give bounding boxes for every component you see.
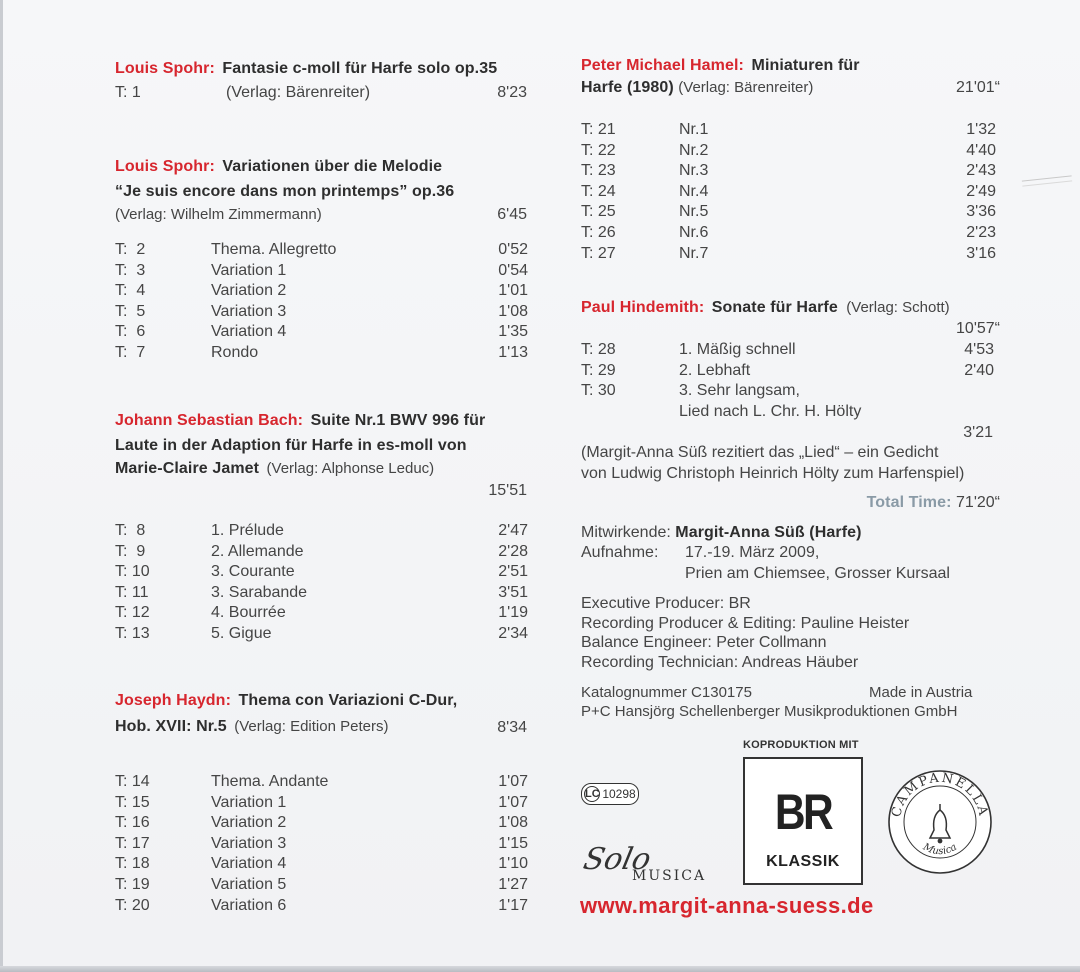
track-duration: 1'10 (498, 855, 528, 873)
cover-bottom-edge (0, 966, 1080, 972)
recitation-note-line-1: (Margit-Anna Süß rezitiert das „Lied“ – ein Gedicht (581, 444, 939, 461)
track-duration: 1'15 (498, 834, 528, 852)
track-row (581, 245, 996, 266)
work-title-line-1: Suite Nr.1 BWV 996 für (310, 412, 486, 429)
composer-colon: : (209, 158, 215, 175)
track-title: Variation 2 (211, 282, 287, 300)
bach-title-line-3 (115, 460, 434, 478)
work-title: Fantasie c-moll für Harfe solo op.35 (222, 60, 498, 77)
track-number: T: 23 (581, 162, 616, 180)
track-row (581, 224, 996, 245)
koproduktion-label: KOPRODUKTION MIT (743, 739, 859, 751)
track-row (115, 604, 528, 625)
track-title: Nr.5 (679, 203, 709, 221)
track-title: Variation 6 (211, 896, 287, 914)
publisher: (Verlag: Edition Peters) (234, 718, 389, 735)
composer-colon: : (225, 692, 231, 709)
track-duration: 3'16 (966, 244, 996, 262)
track-title: Variation 1 (211, 261, 287, 279)
track-number: T: 1 (115, 84, 141, 101)
composer-colon: : (209, 60, 215, 77)
track-number: T: 10 (115, 563, 150, 581)
track-duration: 1'01 (498, 282, 528, 300)
hamel-title-line-2 (581, 79, 813, 97)
work-title-line-1: Miniaturen für (751, 57, 860, 74)
track-number: T: 29 (581, 361, 616, 379)
track-row (115, 814, 528, 835)
track-duration: 2'28 (498, 542, 528, 560)
track-row (115, 262, 528, 283)
track-duration: 1'07 (498, 773, 528, 790)
work-duration: 21'01“ (956, 79, 1000, 96)
br-mark: BR (774, 784, 832, 840)
track-duration: 1'08 (498, 814, 528, 832)
track-number: T: 21 (581, 121, 616, 138)
klassik-word: KLASSIK (766, 853, 840, 870)
track-title: Nr.7 (679, 244, 709, 262)
cover-left-edge (0, 0, 3, 972)
lc-number: 10298 (602, 787, 636, 801)
work-title-line-2: “Je suis encore dans mon printemps” op.36 (115, 183, 455, 200)
campanella-sub: Musica (921, 841, 959, 858)
musica-word: MUSICA (632, 868, 707, 884)
work-title-line-2: Laute in der Adaption für Harfe in es-moll von (115, 437, 467, 454)
staff-balance-engineer: Balance Engineer: Peter Collmann (581, 634, 827, 651)
track-row (115, 897, 528, 918)
track-duration: 4'53 (964, 341, 994, 358)
campanella-text: CAMPANELLA (889, 770, 991, 819)
track-number: T: 18 (115, 855, 150, 873)
publisher: (Verlag: Schott) (846, 299, 950, 316)
track-row (581, 121, 996, 142)
track-title: Nr.2 (679, 141, 709, 159)
publisher: (Verlag: Bärenreiter) (678, 79, 814, 96)
track-row (581, 142, 996, 163)
track-duration: 2'43 (966, 162, 996, 180)
campanella-seal-icon (886, 768, 994, 876)
track-row (115, 794, 528, 815)
track-number: T: 12 (115, 604, 150, 622)
hamel-heading (581, 57, 860, 75)
track-duration: 3'51 (498, 583, 528, 601)
track-row (115, 876, 528, 897)
track-duration: 2'51 (498, 563, 528, 581)
track-duration: 1'17 (498, 896, 528, 914)
track-number: T: 13 (115, 625, 150, 642)
track-row (115, 625, 528, 646)
surface-scratch (1022, 175, 1072, 186)
br-klassik-logo (743, 757, 863, 885)
solo-musica-logo (582, 842, 712, 888)
track-row (581, 341, 994, 362)
performers-label: Mitwirkende: (581, 524, 671, 541)
track-title: 2. Allemande (211, 542, 304, 560)
track-number: T: 30 (581, 382, 616, 400)
track-duration: 2'40 (964, 361, 994, 379)
track-row (115, 282, 528, 303)
recording-place: Prien am Chiemsee, Grosser Kursaal (685, 565, 950, 582)
made-in: Made in Austria (869, 684, 973, 701)
spohr2-heading (115, 158, 442, 176)
composer-name: Johann Sebastian Bach (115, 412, 298, 429)
copyright: P+C Hansjörg Schellenberger Musikproduktionen GmbH (581, 703, 958, 720)
track-row (581, 203, 996, 224)
staff-recording-producer: Recording Producer & Editing: Pauline Heister (581, 615, 910, 632)
work-duration: 6'45 (497, 206, 527, 223)
track-row (581, 162, 996, 183)
track-title: Variation 1 (211, 793, 287, 811)
campanella-logo (886, 768, 994, 876)
track-title: Thema. Allegretto (211, 241, 337, 258)
track-duration: 1'13 (498, 344, 528, 361)
track-title: 1. Prélude (211, 522, 284, 539)
track-duration: 1'35 (498, 323, 528, 341)
total-time-label: Total Time (866, 494, 947, 511)
composer-name: Peter Michael Hamel (581, 57, 739, 74)
publisher: (Verlag: Alphonse Leduc) (266, 460, 435, 477)
work-title: Sonate für Harfe (711, 299, 838, 316)
track-duration: 2'23 (966, 224, 996, 241)
publisher: (Verlag: Bärenreiter) (226, 84, 371, 101)
track-title: Thema. Andante (211, 773, 329, 790)
work-title-line-3: Marie-Claire Jamet (115, 460, 260, 477)
track-row (115, 584, 528, 605)
track-row (115, 303, 528, 324)
track30-subtitle: Lied nach L. Chr. H. Hölty (679, 403, 862, 420)
track-number: T: 27 (581, 244, 616, 262)
track-number: T: 24 (581, 182, 616, 200)
total-time (780, 494, 1000, 512)
track-number: T: 28 (581, 341, 616, 358)
track-row (115, 241, 528, 262)
track-title: 5. Gigue (211, 625, 272, 642)
track-title: 3. Courante (211, 563, 295, 581)
track-number: T: 25 (581, 203, 616, 221)
composer-name: Louis Spohr (115, 60, 210, 77)
work-title-line-2: Hob. XVII: Nr.5 (115, 718, 227, 735)
track-title: Nr.4 (679, 182, 709, 200)
recording-date: 17.-19. März 2009, (685, 544, 820, 561)
work-title-line-1: Variationen über die Melodie (222, 158, 443, 175)
track-number: T: 16 (115, 814, 150, 832)
track-number: T: 7 (115, 344, 146, 361)
track-title: Variation 3 (211, 834, 287, 852)
track-title: Variation 4 (211, 323, 287, 341)
track-row (581, 362, 994, 383)
publisher: (Verlag: Wilhelm Zimmermann) (115, 206, 322, 223)
track-duration: 1'19 (498, 604, 528, 622)
staff-recording-technician: Recording Technician: Andreas Häuber (581, 654, 859, 671)
track-title: 2. Lebhaft (679, 361, 751, 379)
track-title: Variation 2 (211, 814, 287, 832)
track-row (115, 323, 528, 344)
total-time-value: 71'20“ (956, 494, 1000, 511)
lc-mark: LC (584, 788, 600, 800)
staff-executive-producer: Executive Producer: BR (581, 595, 751, 612)
track-number: T: 4 (115, 282, 146, 300)
track-duration: 0'52 (498, 241, 528, 258)
composer-name: Paul Hindemith (581, 299, 699, 316)
bach-heading (115, 412, 485, 430)
track-title: 3. Sarabande (211, 583, 308, 601)
track-number: T: 5 (115, 302, 146, 320)
label-code-badge (581, 783, 639, 805)
work-duration: 15'51 (488, 482, 527, 499)
track-row (115, 563, 528, 584)
haydn-heading (115, 692, 457, 710)
track-number: T: 3 (115, 261, 146, 279)
track-title: Variation 5 (211, 876, 287, 893)
track-title: Nr.6 (679, 224, 709, 241)
hindemith-heading (581, 299, 950, 317)
solo-script: Solo (580, 842, 655, 877)
track-number: T: 8 (115, 522, 146, 539)
track-number: T: 14 (115, 773, 150, 790)
work-title-line-1: Thema con Variazioni C-Dur, (238, 692, 458, 709)
track-number: T: 20 (115, 896, 150, 914)
recording-label: Aufnahme: (581, 544, 659, 561)
track-duration: 4'40 (966, 141, 996, 159)
track-title: Variation 3 (211, 302, 287, 320)
track-duration: 2'47 (498, 522, 528, 539)
track-row (115, 855, 528, 876)
track-title: 1. Mäßig schnell (679, 341, 796, 358)
performers-line (581, 524, 862, 542)
track-row (581, 382, 994, 403)
track-title: Nr.3 (679, 162, 709, 180)
track30-duration: 3'21 (963, 424, 993, 441)
track-duration: 3'36 (966, 203, 996, 221)
track-number: T: 11 (115, 583, 149, 601)
track-title: Rondo (211, 344, 259, 361)
track-number: T: 15 (115, 793, 150, 811)
spohr1-heading (115, 60, 497, 78)
composer-colon: : (698, 299, 705, 316)
track-row (581, 183, 996, 204)
composer-colon: : (738, 57, 744, 74)
work-duration: 10'57“ (956, 320, 1000, 337)
track-row (115, 344, 528, 365)
track-duration: 2'49 (966, 182, 996, 200)
track-number: T: 9 (115, 542, 146, 560)
track-number: T: 2 (115, 241, 146, 258)
work-duration: 8'34 (497, 719, 527, 736)
track-row (115, 543, 528, 564)
haydn-title-line-2 (115, 718, 388, 736)
track-number: T: 6 (115, 323, 146, 341)
recitation-note-line-2: von Ludwig Christoph Heinrich Hölty zum Harfenspiel) (581, 465, 965, 482)
track-number: T: 22 (581, 141, 616, 159)
track-title: 3. Sehr langsam, (679, 382, 800, 400)
work-duration: 8'23 (497, 84, 527, 101)
track-duration: 1'07 (498, 793, 528, 811)
track-duration: 1'08 (498, 302, 528, 320)
work-title-line-2: Harfe (1980) (581, 79, 674, 96)
performers-value: Margit-Anna Süß (Harfe) (675, 524, 862, 541)
track-number: T: 19 (115, 876, 150, 893)
track-duration: 0'54 (498, 261, 528, 279)
composer-name: Louis Spohr (115, 158, 210, 175)
track-title: Variation 4 (211, 855, 287, 873)
composer-colon: : (297, 412, 304, 429)
track-title: Nr.1 (679, 121, 709, 138)
catalog-number: Katalognummer C130175 (581, 684, 752, 701)
track-row (115, 773, 528, 794)
track-duration: 2'34 (498, 625, 528, 642)
composer-name: Joseph Haydn (115, 692, 226, 709)
track-row (115, 522, 528, 543)
track-duration: 1'32 (966, 121, 996, 138)
total-time-colon: : (946, 494, 952, 511)
track-title: 4. Bourrée (211, 604, 286, 622)
track-duration: 1'27 (498, 876, 528, 893)
track-row (115, 835, 528, 856)
track-number: T: 17 (115, 834, 150, 852)
website-url[interactable]: www.margit-anna-suess.de (580, 893, 874, 918)
track-number: T: 26 (581, 224, 616, 241)
